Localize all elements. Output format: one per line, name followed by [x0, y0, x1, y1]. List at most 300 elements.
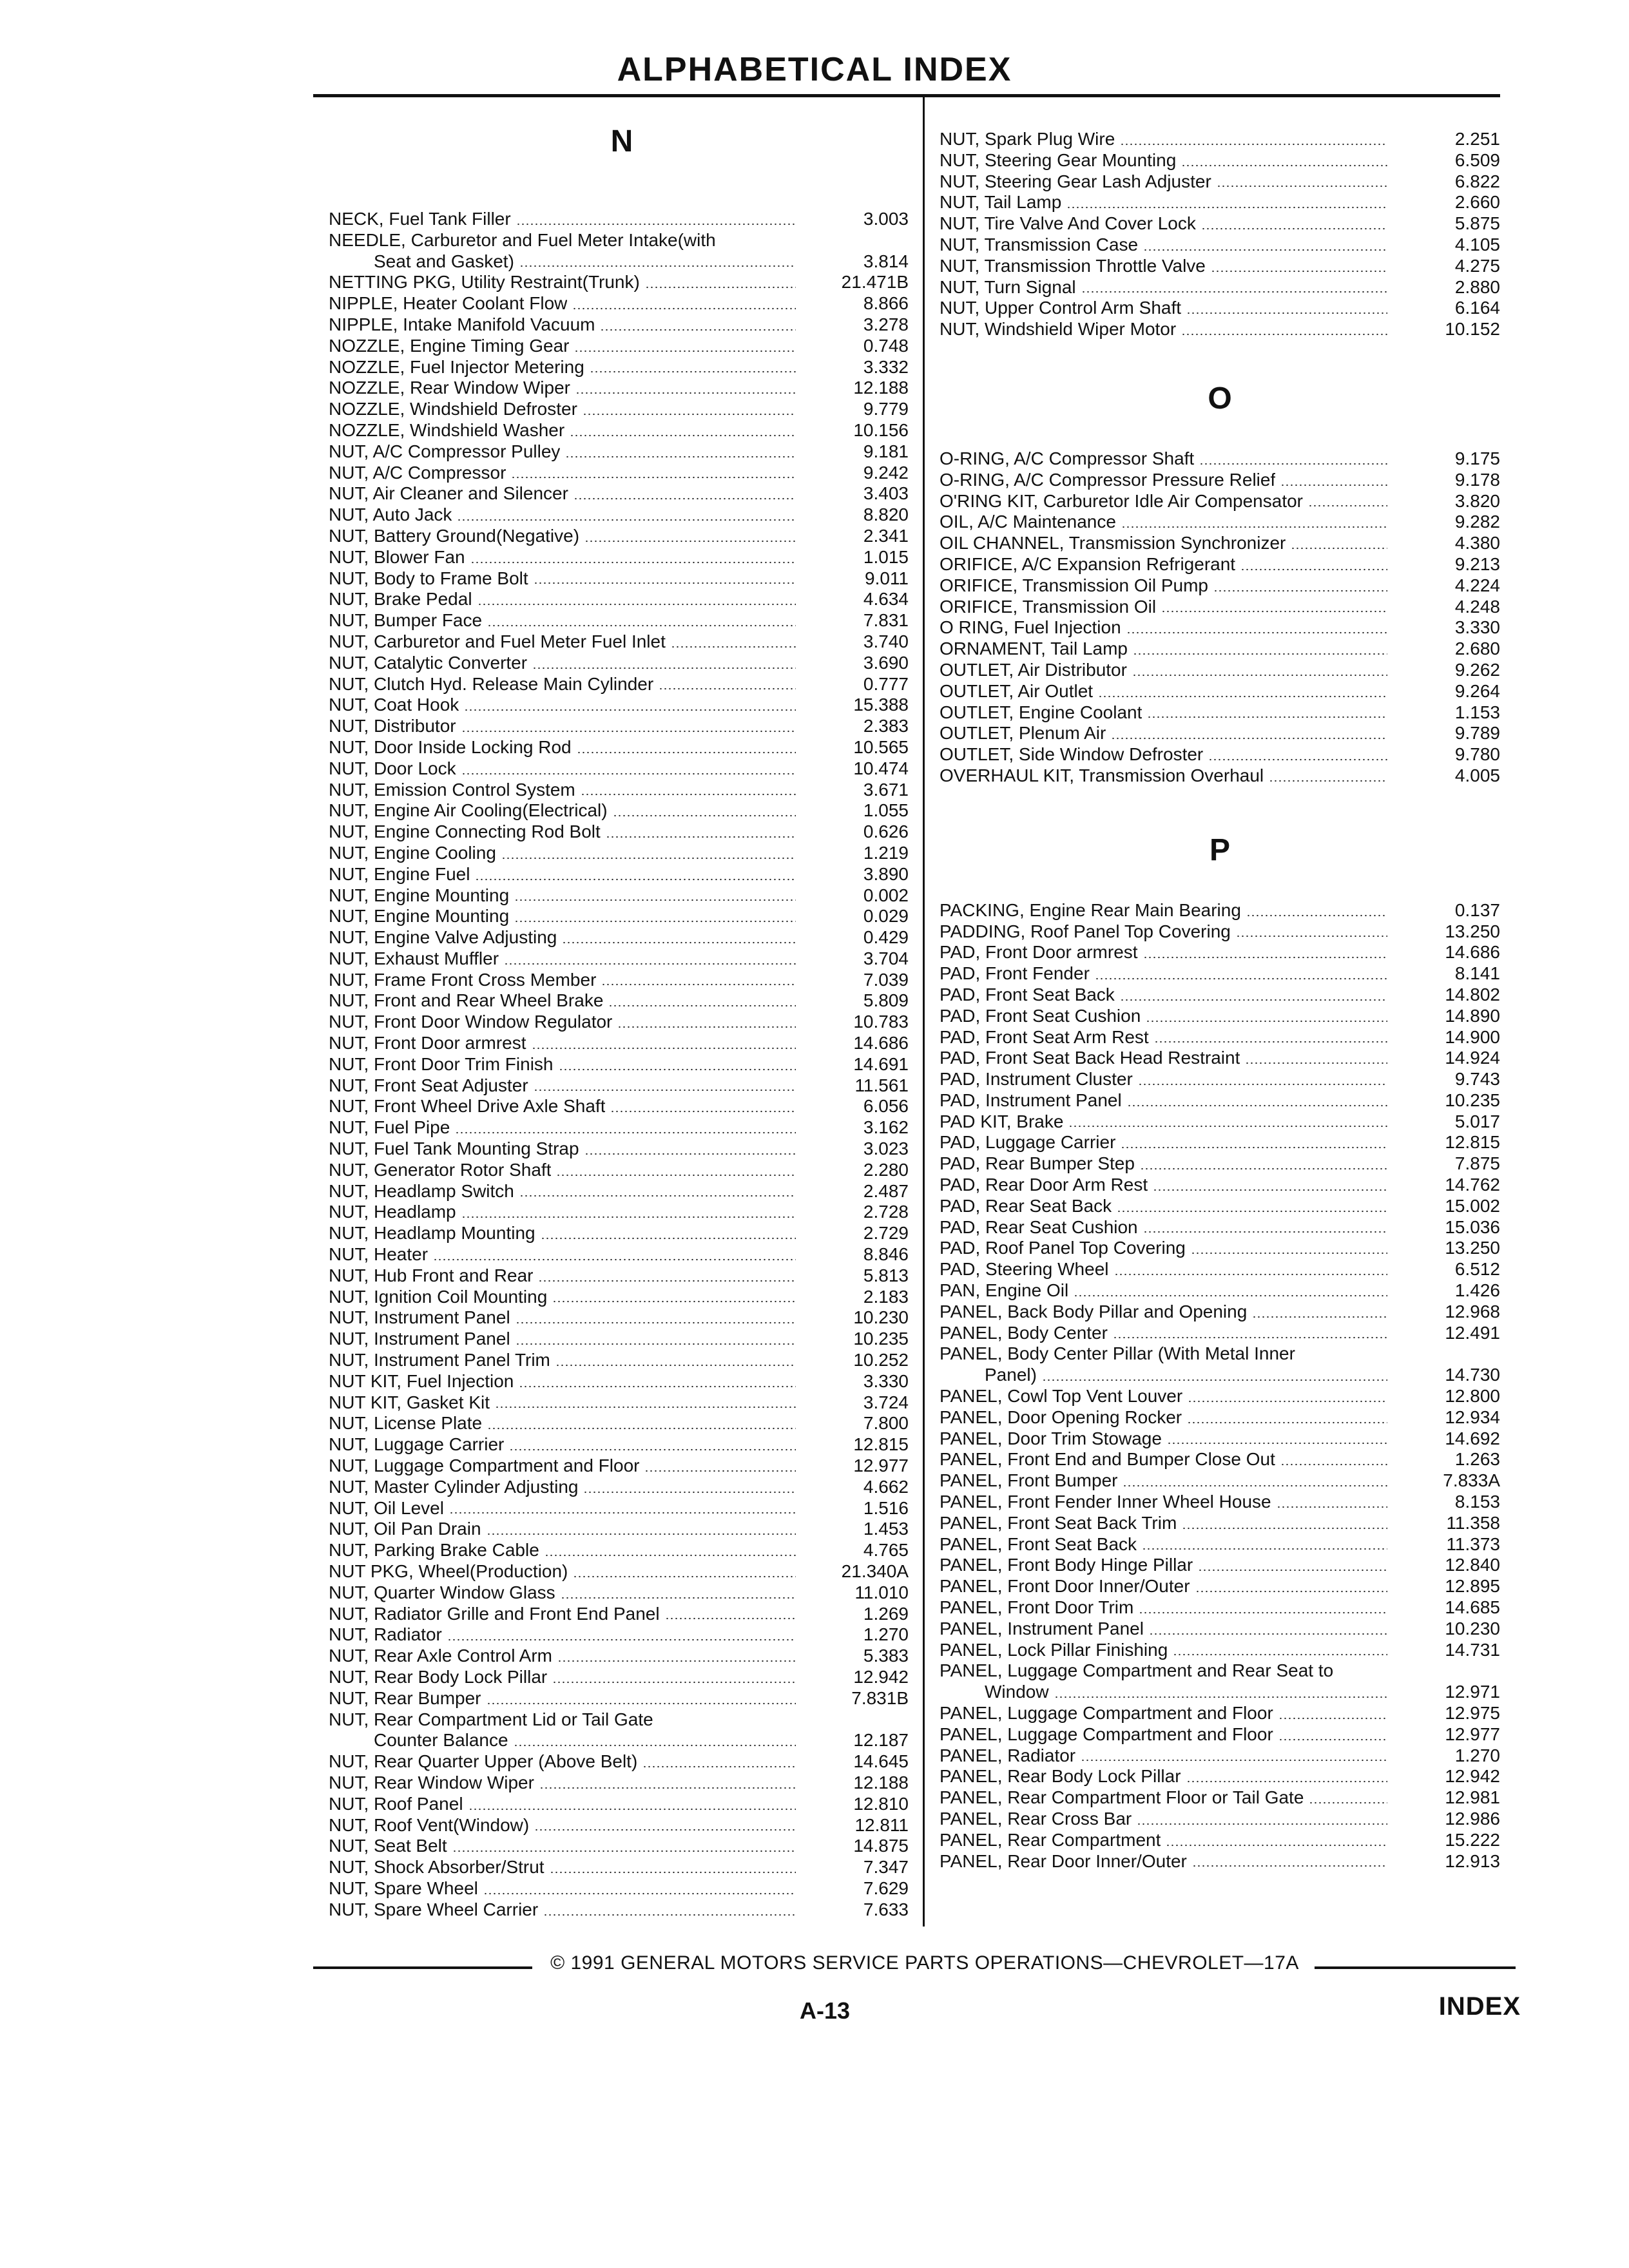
- entry-reference: 10.235: [1445, 1090, 1500, 1110]
- entry-label: NUT, Headlamp: [329, 1202, 456, 1222]
- entry-reference: 2.660: [1454, 192, 1500, 213]
- dot-leader: [1074, 1294, 1387, 1297]
- entry-label: ORIFICE, Transmission Oil: [940, 596, 1157, 617]
- entry-label: NUT, Instrument Panel: [329, 1329, 510, 1349]
- entry-reference: 1.055: [863, 800, 909, 821]
- dot-leader: [572, 307, 796, 310]
- index-entry: [329, 610, 915, 631]
- entry-label: PANEL, Instrument Panel: [940, 1618, 1144, 1639]
- entry-label: NUT, Windshield Wiper Motor: [940, 319, 1177, 340]
- index-entry: [329, 1815, 915, 1836]
- index-entry: [940, 963, 1500, 985]
- index-entry: [940, 1027, 1500, 1048]
- index-entry: [940, 1302, 1500, 1323]
- index-entry: [329, 1751, 915, 1773]
- entry-label: PACKING, Engine Rear Main Bearing: [940, 899, 1241, 920]
- index-entry: [940, 1809, 1500, 1830]
- index-entry: [329, 1688, 915, 1709]
- entry-label: PAD, Front Seat Back Head Restraint: [940, 1048, 1240, 1068]
- entry-reference: 10.235: [853, 1329, 909, 1349]
- entry-reference: 4.275: [1454, 255, 1500, 276]
- dot-leader: [1121, 1146, 1387, 1149]
- dot-leader: [659, 687, 796, 690]
- dot-leader: [1186, 312, 1387, 314]
- dot-leader: [514, 899, 796, 901]
- entry-reference: 9.743: [1454, 1069, 1500, 1090]
- entry-label: NUT, Front Door Trim Finish: [329, 1053, 554, 1074]
- index-entry: [940, 1682, 1500, 1703]
- dot-leader: [464, 709, 796, 711]
- entry-label: PAD, Rear Seat Back: [940, 1195, 1112, 1216]
- entry-label: PAD, Rear Bumper Step: [940, 1153, 1135, 1174]
- entry-label: PAD, Front Seat Cushion: [940, 1005, 1141, 1026]
- dot-leader: [561, 1597, 796, 1599]
- dot-leader: [1173, 1653, 1387, 1656]
- dot-leader: [519, 1195, 796, 1197]
- entry-label: PAD, Front Seat Arm Rest: [940, 1026, 1149, 1047]
- entry-label: PANEL, Luggage Compartment and Floor: [940, 1703, 1273, 1723]
- dot-leader: [1181, 333, 1387, 336]
- index-entry: [329, 906, 915, 927]
- dot-leader: [457, 519, 796, 521]
- footer-copyright: © 1991 GENERAL MOTORS SERVICE PARTS OPERATIONS—CHEVROLET—17A: [550, 1952, 1299, 1974]
- entry-label: NOZZLE, Fuel Injector Metering: [329, 356, 584, 377]
- index-entry: [329, 1054, 915, 1075]
- section-letter-o: O: [1208, 381, 1232, 416]
- index-entry: [940, 1428, 1500, 1450]
- dot-leader: [483, 1892, 796, 1895]
- entry-label: OUTLET, Engine Coolant: [940, 702, 1142, 722]
- entry-reference: 14.875: [853, 1836, 909, 1856]
- dot-leader: [516, 223, 796, 226]
- index-list-o: [940, 448, 1500, 787]
- index-entry: [940, 1787, 1500, 1809]
- index-entry: [329, 1244, 915, 1265]
- entry-label: NOZZLE, Rear Window Wiper: [329, 378, 570, 398]
- dot-leader: [573, 1575, 796, 1578]
- entry-reference: 12.942: [1445, 1766, 1500, 1787]
- index-entry: [940, 1090, 1500, 1111]
- entry-label: NUT, Steering Gear Mounting: [940, 149, 1177, 170]
- index-entry: [329, 1667, 915, 1688]
- entry-reference: 12.188: [853, 378, 909, 398]
- index-entry: [940, 1259, 1500, 1280]
- index-entry: [940, 1640, 1500, 1661]
- entry-reference: 14.645: [853, 1751, 909, 1772]
- index-entry: [329, 631, 915, 653]
- dot-leader: [1161, 610, 1387, 613]
- entry-reference: 14.692: [1445, 1428, 1500, 1448]
- dot-leader: [1139, 1611, 1387, 1614]
- index-entry: [940, 150, 1500, 171]
- dot-leader: [433, 1258, 796, 1261]
- index-entry: [940, 723, 1500, 744]
- entry-reference: 9.181: [863, 441, 909, 461]
- entry-label: NUT, Body to Frame Bolt: [329, 568, 528, 588]
- entry-label: PANEL, Body Center: [940, 1322, 1108, 1343]
- index-entry: [329, 1350, 915, 1371]
- entry-reference: 8.153: [1454, 1492, 1500, 1512]
- dot-leader: [1114, 1273, 1388, 1276]
- index-entry: [940, 1175, 1500, 1196]
- dot-leader: [1121, 526, 1387, 528]
- index-entry: [940, 1619, 1500, 1640]
- entry-label: OIL CHANNEL, Transmission Synchronizer: [940, 533, 1286, 553]
- dot-leader: [470, 561, 796, 564]
- entry-reference: 9.262: [1454, 659, 1500, 680]
- dot-leader: [514, 920, 796, 923]
- index-entry: [329, 1413, 915, 1434]
- index-list-n-continued: [940, 129, 1500, 340]
- index-entry: [329, 1498, 915, 1519]
- entry-reference: 2.729: [863, 1223, 909, 1244]
- entry-reference: 10.156: [853, 419, 909, 440]
- section-label: INDEX: [1438, 1992, 1521, 2021]
- index-entry: [940, 1196, 1500, 1217]
- entry-reference: 12.815: [853, 1434, 909, 1455]
- entry-label: NUT, Engine Mounting: [329, 885, 510, 905]
- dot-leader: [574, 497, 796, 500]
- entry-label: PANEL, Door Opening Rocker: [940, 1407, 1182, 1427]
- entry-reference: 0.429: [863, 927, 909, 948]
- dot-leader: [583, 413, 796, 416]
- index-entry: [940, 512, 1500, 533]
- entry-label: NUT, Front Door Window Regulator: [329, 1012, 613, 1032]
- dot-leader: [1280, 484, 1387, 486]
- index-entry: [940, 702, 1500, 724]
- dot-leader: [534, 582, 796, 584]
- dot-leader: [539, 1787, 796, 1789]
- index-entry: [940, 1006, 1500, 1027]
- dot-leader: [1236, 935, 1387, 937]
- entry-reference: 1.015: [863, 546, 909, 567]
- index-entry: [329, 209, 915, 230]
- dot-leader: [1133, 653, 1387, 655]
- entry-reference: 21.340A: [841, 1561, 909, 1581]
- entry-label: Counter Balance: [374, 1730, 508, 1751]
- dot-leader: [516, 1343, 796, 1345]
- dot-leader: [495, 1406, 796, 1408]
- entry-reference: 10.152: [1445, 319, 1500, 340]
- entry-reference: 12.981: [1445, 1787, 1500, 1808]
- dot-leader: [1252, 1316, 1387, 1318]
- entry-label: PANEL, Door Trim Stowage: [940, 1428, 1162, 1448]
- index-entry: [329, 399, 915, 420]
- dot-leader: [519, 1385, 796, 1388]
- dot-leader: [487, 624, 796, 627]
- entry-reference: 7.347: [863, 1857, 909, 1878]
- entry-reference: 11.373: [1446, 1533, 1500, 1554]
- index-entry: [329, 1265, 915, 1287]
- dot-leader: [461, 1216, 796, 1218]
- index-entry: [329, 589, 915, 610]
- dot-leader: [1143, 1231, 1387, 1233]
- entry-reference: 3.330: [1454, 617, 1500, 638]
- entry-reference: 14.730: [1445, 1365, 1500, 1385]
- index-entry: [329, 674, 915, 695]
- index-entry: [940, 1365, 1500, 1386]
- index-entry: [940, 1470, 1500, 1492]
- entry-reference: 10.783: [853, 1012, 909, 1032]
- index-entry: [329, 716, 915, 737]
- entry-label: PANEL, Front Bumper: [940, 1470, 1118, 1491]
- dot-leader: [645, 286, 796, 289]
- footer-rule-right: [1315, 1966, 1516, 1969]
- entry-label: PAD, Instrument Cluster: [940, 1069, 1133, 1090]
- dot-leader: [532, 667, 796, 669]
- entry-reference: 1.219: [863, 842, 909, 863]
- entry-reference: 5.017: [1454, 1111, 1500, 1131]
- entry-label: OVERHAUL KIT, Transmission Overhaul: [940, 765, 1264, 785]
- entry-reference: 6.056: [863, 1096, 909, 1117]
- dot-leader: [1308, 505, 1387, 507]
- dot-leader: [555, 1364, 796, 1367]
- entry-reference: 7.833A: [1443, 1470, 1500, 1491]
- dot-leader: [449, 1512, 796, 1514]
- index-entry: [940, 639, 1500, 660]
- entry-reference: 12.810: [853, 1793, 909, 1814]
- entry-reference: 9.264: [1454, 680, 1500, 701]
- dot-leader: [1240, 568, 1387, 571]
- dot-leader: [1201, 227, 1387, 230]
- index-entry: [329, 1160, 915, 1181]
- dot-leader: [1098, 695, 1387, 698]
- dot-leader: [534, 1089, 796, 1091]
- dot-leader: [559, 1068, 796, 1071]
- entry-label: NUT, Emission Control System: [329, 779, 575, 800]
- entry-label: NUT, Front and Rear Wheel Brake: [329, 990, 604, 1011]
- section-letter-p: P: [1209, 832, 1230, 867]
- entry-reference: 7.875: [1454, 1153, 1500, 1174]
- entry-reference: 0.626: [863, 822, 909, 842]
- index-entry: [329, 1202, 915, 1223]
- dot-leader: [514, 1744, 796, 1747]
- entry-label: ORIFICE, A/C Expansion Refrigerant: [940, 553, 1236, 574]
- dot-leader: [584, 540, 796, 543]
- entry-reference: 3.890: [863, 863, 909, 884]
- entry-label: PANEL, Front Seat Back: [940, 1533, 1137, 1554]
- entry-label: NUT KIT, Fuel Injection: [329, 1370, 514, 1391]
- entry-label: PAD KIT, Brake: [940, 1111, 1064, 1131]
- index-entry: [329, 1096, 915, 1117]
- index-entry: [940, 491, 1500, 512]
- entry-reference: 1.453: [863, 1519, 909, 1539]
- entry-label: PANEL, Front Door Trim: [940, 1597, 1134, 1618]
- entry-label: PANEL, Front Door Inner/Outer: [940, 1576, 1190, 1597]
- dot-leader: [583, 1491, 796, 1494]
- entry-reference: 10.252: [853, 1350, 909, 1370]
- right-column: [940, 97, 1500, 1872]
- index-entry: [329, 1773, 915, 1794]
- entry-label: Panel): [985, 1365, 1037, 1385]
- entry-label: PANEL, Front End and Bumper Close Out: [940, 1449, 1275, 1470]
- dot-leader: [1143, 956, 1387, 959]
- index-entry: [329, 1012, 915, 1033]
- entry-label: PANEL, Lock Pillar Finishing: [940, 1639, 1168, 1660]
- index-entry: [940, 985, 1500, 1006]
- entry-label: NUT, Rear Axle Control Arm: [329, 1646, 552, 1666]
- entry-label: PAD, Front Fender: [940, 963, 1090, 984]
- entry-reference: 12.840: [1445, 1555, 1500, 1575]
- entry-label: NIPPLE, Intake Manifold Vacuum: [329, 314, 595, 334]
- entry-reference: 14.685: [1445, 1597, 1500, 1618]
- entry-reference: 4.105: [1454, 234, 1500, 255]
- index-entry: [329, 526, 915, 547]
- entry-reference: 9.011: [865, 568, 909, 588]
- entry-label: NUT, Rear Bumper: [329, 1687, 481, 1708]
- dot-leader: [577, 751, 796, 754]
- entry-reference: 12.971: [1445, 1682, 1500, 1702]
- entry-label: NUT, Tire Valve And Cover Lock: [940, 213, 1196, 234]
- index-entry: [940, 1534, 1500, 1555]
- entry-reference: 14.762: [1445, 1175, 1500, 1195]
- index-entry: [329, 1624, 915, 1646]
- dot-leader: [1181, 164, 1387, 167]
- entry-reference: 11.561: [854, 1075, 909, 1095]
- entry-label: PANEL, Rear Compartment Floor or Tail Gate: [940, 1787, 1304, 1808]
- entry-reference: 9.242: [863, 462, 909, 483]
- entry-label: NUT, Oil Level: [329, 1497, 444, 1518]
- dot-leader: [644, 1470, 796, 1472]
- entry-label: O-RING, A/C Compressor Shaft: [940, 448, 1195, 468]
- entry-reference: 6.509: [1454, 149, 1500, 170]
- entry-reference: 2.251: [1454, 129, 1500, 149]
- index-entry: [329, 1181, 915, 1202]
- dot-leader: [1042, 1379, 1387, 1381]
- index-entry: [329, 780, 915, 801]
- entry-reference: 12.968: [1445, 1301, 1500, 1321]
- dot-leader: [1166, 1844, 1387, 1847]
- index-entry: [329, 1075, 915, 1097]
- index-entry: [329, 1139, 915, 1160]
- dot-leader: [1140, 1168, 1387, 1170]
- index-entry: [329, 948, 915, 970]
- entry-reference: 0.137: [1454, 899, 1500, 920]
- dot-leader: [1211, 270, 1387, 273]
- entry-reference: 2.341: [863, 525, 909, 546]
- index-entry: [940, 277, 1500, 298]
- dot-leader: [1195, 1590, 1387, 1593]
- entry-label: NUT, Engine Air Cooling(Electrical): [329, 800, 608, 821]
- entry-reference: 12.815: [1445, 1132, 1500, 1153]
- entry-label: NUT, Front Seat Adjuster: [329, 1075, 528, 1095]
- dot-leader: [532, 1047, 796, 1050]
- entry-label: Seat and Gasket): [374, 251, 514, 271]
- entry-reference: 12.913: [1445, 1850, 1500, 1871]
- entry-reference: 4.224: [1454, 575, 1500, 595]
- entry-label: NUT, Battery Ground(Negative): [329, 525, 580, 546]
- index-entry: [940, 617, 1500, 639]
- index-entry: [329, 272, 915, 293]
- entry-label: NUT, A/C Compressor Pulley: [329, 441, 561, 461]
- entry-label: NUT, Steering Gear Lash Adjuster: [940, 171, 1211, 191]
- dot-leader: [1280, 1463, 1387, 1466]
- entry-label: PANEL, Rear Body Lock Pillar: [940, 1766, 1181, 1787]
- dot-leader: [574, 350, 796, 352]
- index-entry: [940, 900, 1500, 921]
- index-entry: [940, 1280, 1500, 1302]
- dot-leader: [1198, 1569, 1387, 1571]
- entry-reference: 5.813: [863, 1265, 909, 1285]
- entry-reference: 5.875: [1454, 213, 1500, 234]
- entry-label: ORNAMENT, Tail Lamp: [940, 639, 1128, 659]
- entry-label: NUT, Spark Plug Wire: [940, 129, 1115, 149]
- dot-leader: [1188, 1400, 1387, 1403]
- entry-reference: 9.178: [1454, 469, 1500, 490]
- entry-label: O'RING KIT, Carburetor Idle Air Compensator: [940, 490, 1303, 511]
- entry-label: NUT, Door Lock: [329, 758, 456, 778]
- dot-leader: [1186, 1780, 1387, 1783]
- entry-reference: 7.831: [863, 610, 909, 631]
- index-entry: [940, 448, 1500, 470]
- entry-reference: 6.512: [1454, 1259, 1500, 1280]
- entry-label: NUT, Ignition Coil Mounting: [329, 1286, 548, 1307]
- index-list-n: [329, 209, 915, 1921]
- dot-leader: [511, 476, 796, 479]
- dot-leader: [1278, 1717, 1387, 1720]
- entry-label: NOZZLE, Windshield Washer: [329, 419, 565, 440]
- index-entry: [940, 213, 1500, 235]
- entry-reference: 3.003: [863, 209, 909, 229]
- index-entry: [329, 357, 915, 378]
- entry-reference: 15.002: [1445, 1195, 1500, 1216]
- dot-leader: [1192, 1865, 1387, 1867]
- dot-leader: [1154, 1041, 1387, 1043]
- index-entry: [940, 235, 1500, 256]
- entry-label: PANEL, Rear Door Inner/Outer: [940, 1850, 1187, 1871]
- entry-reference: 4.662: [863, 1476, 909, 1497]
- index-entry: [329, 1434, 915, 1456]
- dot-leader: [545, 1554, 796, 1557]
- entry-label: NUT, Rear Quarter Upper (Above Belt): [329, 1751, 638, 1772]
- entry-label: NUT, Tail Lamp: [940, 192, 1062, 213]
- entry-label: PANEL, Rear Compartment: [940, 1829, 1161, 1850]
- entry-label: NUT, Frame Front Cross Member: [329, 969, 597, 990]
- index-entry: [940, 765, 1500, 787]
- index-entry: [329, 441, 915, 463]
- dot-leader: [1138, 1083, 1387, 1086]
- index-entry: [329, 800, 915, 822]
- dot-leader: [565, 456, 796, 458]
- entry-reference: 3.671: [863, 779, 909, 800]
- index-entry: [940, 298, 1500, 319]
- entry-reference: 9.282: [1454, 512, 1500, 532]
- index-entry: [329, 1329, 915, 1350]
- index-entry: [940, 942, 1500, 963]
- dot-leader: [538, 1280, 796, 1282]
- section-letter-n: N: [610, 124, 633, 159]
- entry-reference: 6.822: [1454, 171, 1500, 191]
- dot-leader: [1137, 1823, 1387, 1825]
- entry-reference: 10.230: [1445, 1618, 1500, 1639]
- entry-reference: 2.383: [863, 716, 909, 736]
- entry-label: NUT, Engine Fuel: [329, 863, 470, 884]
- entry-reference: 3.724: [863, 1392, 909, 1412]
- entry-label: OUTLET, Plenum Air: [940, 723, 1106, 744]
- entry-label: NUT, Front Door armrest: [329, 1033, 526, 1053]
- entry-reference: 2.280: [863, 1159, 909, 1180]
- index-entry-first-line: NEEDLE, Carburetor and Fuel Meter Intake(with: [329, 229, 716, 250]
- index-entry: [940, 554, 1500, 575]
- entry-label: PAD, Roof Panel Top Covering: [940, 1238, 1186, 1258]
- dot-leader: [1191, 1252, 1387, 1254]
- index-entry: [940, 1597, 1500, 1619]
- entry-label: PAD, Rear Door Arm Rest: [940, 1175, 1148, 1195]
- index-entry: [940, 1576, 1500, 1597]
- entry-reference: 9.175: [1454, 448, 1500, 468]
- index-entry: [940, 597, 1500, 618]
- dot-leader: [1309, 1802, 1387, 1804]
